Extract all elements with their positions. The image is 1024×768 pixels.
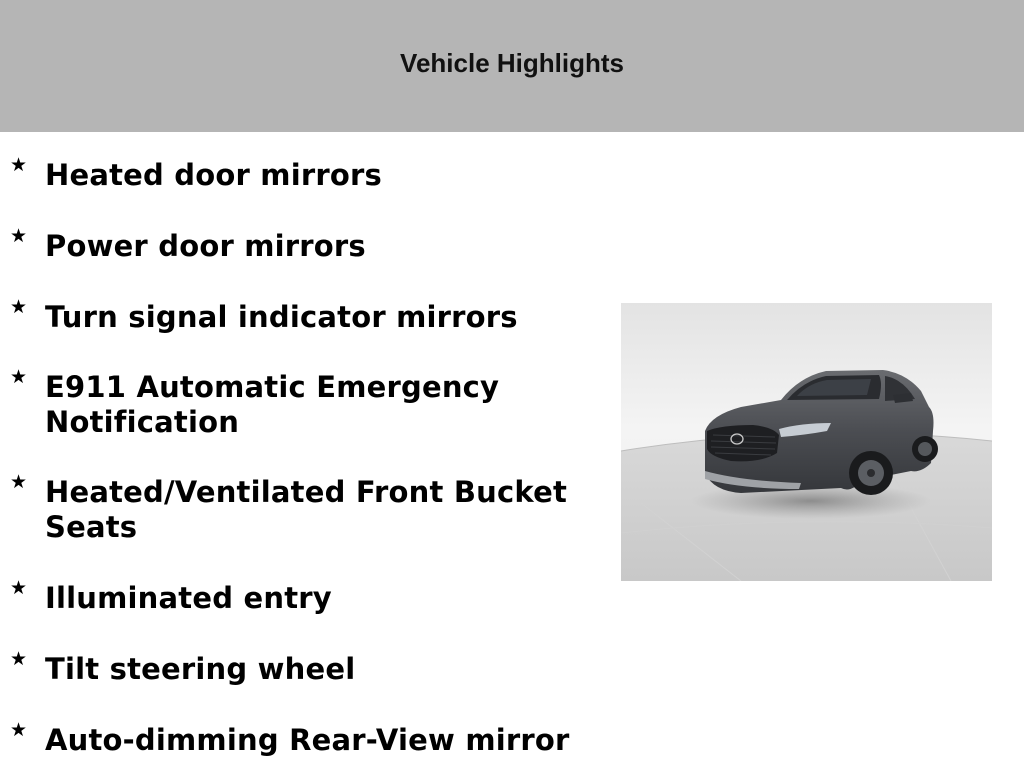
header-bar: [0, 0, 1024, 132]
page-title: Vehicle Highlights: [400, 48, 624, 78]
feature-label: Heated door mirrors: [45, 158, 382, 192]
star-icon: ★: [10, 577, 28, 599]
star-icon: ★: [10, 225, 28, 247]
star-icon: ★: [10, 719, 28, 741]
feature-label: Power door mirrors: [45, 229, 366, 263]
star-icon: ★: [10, 648, 28, 670]
feature-label: E911 Automatic Emergency Notification: [45, 370, 500, 439]
vehicle-photo: [621, 303, 992, 581]
feature-label: Heated/Ventilated Front Bucket Seats: [45, 475, 568, 544]
feature-label: Auto-dimming Rear-View mirror: [45, 723, 570, 757]
feature-label: Tilt steering wheel: [45, 652, 356, 686]
star-icon: ★: [10, 471, 28, 493]
star-icon: ★: [10, 154, 28, 176]
star-icon: ★: [10, 366, 28, 388]
suv-illustration: [621, 303, 992, 581]
feature-label: Illuminated entry: [45, 581, 332, 615]
feature-label: Turn signal indicator mirrors: [45, 300, 518, 334]
star-icon: ★: [10, 296, 28, 318]
